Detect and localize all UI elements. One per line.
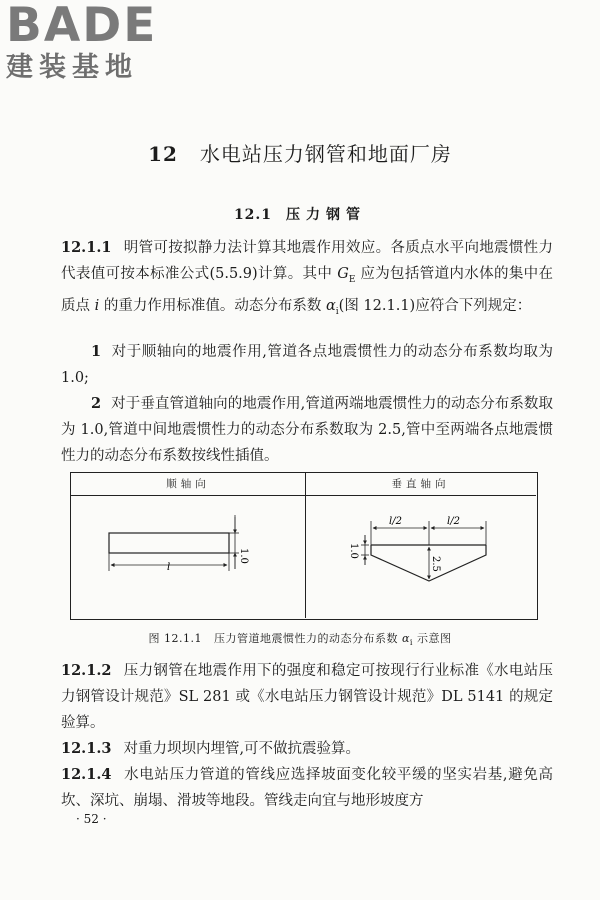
watermark-subtitle: 建装基地: [6, 52, 138, 83]
caption-symbol-subscript: i: [409, 638, 413, 648]
caption-symbol: α: [401, 632, 410, 645]
right-half-label-1: l/2: [389, 516, 402, 527]
figure-right-header: 垂直轴向: [305, 473, 536, 496]
figure-caption: [0, 630, 600, 647]
clause-12-1-1: [61, 235, 553, 325]
symbol-alpha-subscript: i: [335, 306, 339, 317]
clause-text: 明管可按拟静力法计算其地震作用效应。各质点水平向地震惯性力代表值可按本标准公式(5.5.9)计算。其中: [61, 240, 553, 282]
section-number: 12.1: [233, 207, 273, 223]
figure-left-header: 顺轴向: [71, 473, 305, 496]
figure-12-1-1: [70, 472, 538, 620]
clause-text: 压力钢管在地震作用下的强度和稳定可按现行行业标准《水电站压力钢管设计规范》SL 281 或《水电站压力钢管设计规范》DL 5141 的规定验算。: [61, 663, 553, 731]
clause-text: 水电站压力管道的管线应选择坡面变化较平缓的坚实岩基,避免高坎、深坑、崩塌、滑坡等地段。管线走向宜与地形坡度方: [61, 767, 553, 809]
page-number: · 52 ·: [76, 812, 107, 826]
chapter-number: 12: [148, 142, 178, 166]
right-half-label-2: l/2: [447, 516, 460, 527]
section-title: [0, 204, 600, 224]
section-title-text: 压力钢管: [286, 207, 367, 223]
figure-diagram: [71, 473, 536, 618]
symbol-g-subscript: E: [348, 274, 356, 285]
clause-text: 的重力作用标准值。动态分布系数: [103, 297, 322, 314]
clause-12-1-2: [61, 658, 553, 736]
clause-number: 12.1.4: [61, 766, 112, 783]
caption-number: 图 12.1.1: [148, 632, 202, 645]
item-text: 对于顺轴向的地震作用,管道各点地震惯性力的动态分布系数均取为 1.0;: [61, 344, 553, 386]
uniform-distribution-bar: [109, 533, 229, 553]
right-mid-label: 2.5: [430, 556, 441, 572]
right-end-label: 1.0: [348, 543, 359, 559]
caption-text: 压力管道地震惯性力的动态分布系数: [213, 632, 398, 645]
item-1: [61, 339, 553, 391]
watermark-logo: [6, 2, 176, 88]
chapter-title: [0, 138, 600, 167]
item-number: 1: [91, 343, 102, 360]
linear-distribution-shape: [371, 545, 486, 581]
clause-12-1-3: [61, 736, 553, 762]
chapter-title-text: 水电站压力钢管和地面厂房: [199, 142, 452, 166]
item-2: [61, 391, 553, 469]
item-text: 对于垂直管道轴向的地震作用,管道两端地震惯性力的动态分布系数取为 1.0,管道中间地震惯性力的动态分布系数取为 2.5,管中至两端各点地震惯性力的动态分布系数按线性插值。: [61, 396, 553, 464]
watermark-brand: BADE: [6, 0, 158, 53]
clause-text: 对重力坝坝内埋管,可不做抗震验算。: [123, 741, 361, 757]
left-height-label: 1.0: [238, 548, 249, 564]
clause-text: 应为包括管道内水体的集中在质点: [61, 266, 554, 314]
item-number: 2: [91, 395, 102, 412]
symbol-alpha: α: [325, 297, 336, 314]
caption-suffix: 示意图: [416, 632, 452, 645]
clause-number: 12.1.3: [61, 740, 112, 757]
clause-text: (图 12.1.1)应符合下列规定：: [338, 297, 532, 314]
left-length-label: l: [167, 562, 171, 573]
clause-number: 12.1.2: [61, 662, 112, 679]
symbol-i: i: [94, 297, 100, 314]
clause-12-1-4: [61, 762, 553, 814]
clause-number: 12.1.1: [61, 239, 112, 256]
symbol-g: G: [337, 266, 349, 282]
